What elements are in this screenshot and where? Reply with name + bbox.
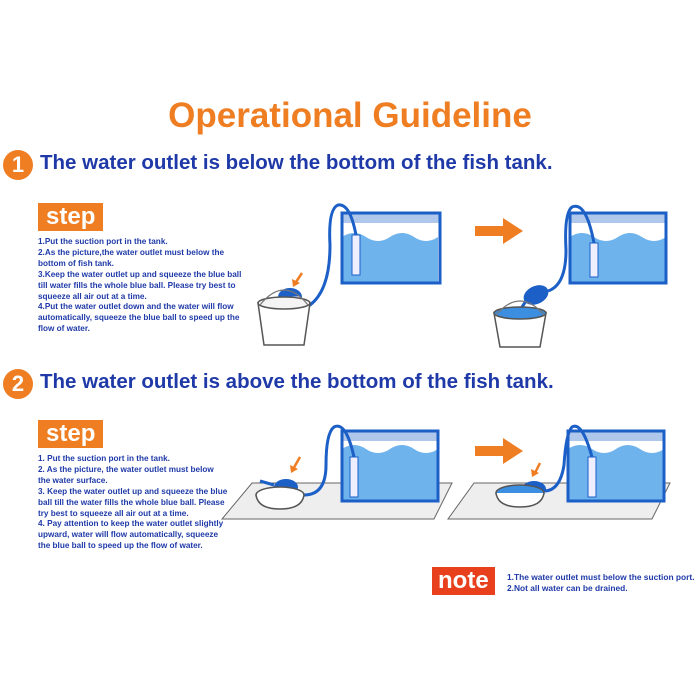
- section-2-heading: The water outlet is above the bottom of the fish tank.: [40, 370, 554, 393]
- section-1-step-badge: step: [38, 203, 103, 231]
- section-2-step-1: 1. Put the suction port in the tank.: [38, 454, 170, 463]
- section-2-steps: [38, 454, 228, 552]
- note-badge: note: [432, 567, 495, 595]
- section-1-step-3: 3.Keep the water outlet up and squeeze the blue ball till water fills the whole blue ball. Please try best to squeeze all air out at a time.: [38, 269, 242, 301]
- note-line-2: 2.Not all water can be drained.: [507, 583, 628, 593]
- note-text: [507, 572, 695, 594]
- page-title: Operational Guideline: [168, 96, 532, 135]
- section-1-step-4: 4.Put the water outlet down and the water will flow automatically, squeeze the blue ball to speed up the flow of water.: [38, 302, 240, 334]
- section-2-step-3: 3. Keep the water outlet up and squeeze the blue ball till the water fills the whole blue ball. Please try best to squeeze all air out at a time.: [38, 486, 228, 518]
- section-1-step-1: 1.Put the suction port in the tank.: [38, 237, 168, 246]
- note-line-1: 1.The water outlet must below the suction port.: [507, 572, 695, 582]
- section-1-number: 1: [3, 150, 33, 180]
- section-2-illustration-after: [448, 415, 688, 525]
- section-2-step-2: 2. As the picture, the water outlet must below the water surface.: [38, 464, 214, 485]
- section-1-steps: [38, 237, 250, 335]
- section-2-step-4: 4. Pay attention to keep the water outlet slightly upward, water will flow automatically, squeeze the blue ball to speed up the flow of water.: [38, 519, 224, 551]
- section-1-step-2: 2.As the picture,the water outlet must below the bottom of fish tank.: [38, 247, 225, 268]
- section-2-illustration-before: [222, 415, 472, 525]
- section-2-number: 2: [3, 369, 33, 399]
- section-1-illustration-after: [488, 195, 688, 355]
- section-2-step-badge: step: [38, 420, 103, 448]
- section-1-illustration-before: [250, 195, 450, 355]
- section-1-heading: The water outlet is below the bottom of the fish tank.: [40, 151, 553, 174]
